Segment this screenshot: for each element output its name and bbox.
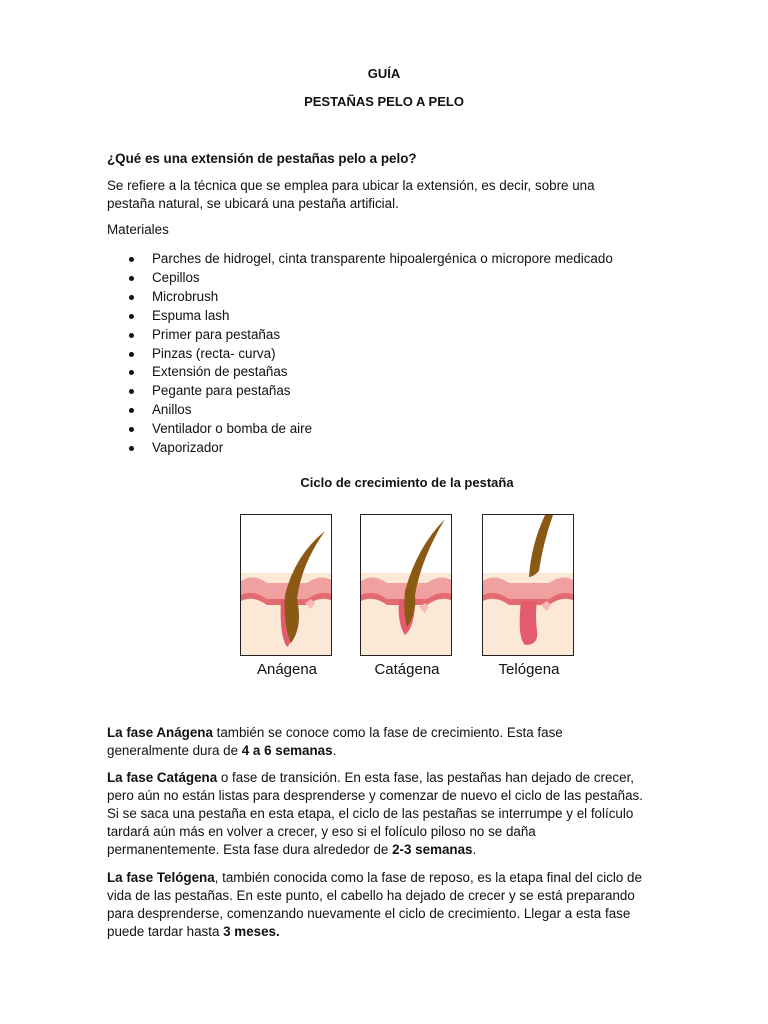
intro-paragraph xyxy=(107,177,667,213)
bullet-icon xyxy=(129,257,134,262)
paragraph-line: para desprenderse, comenzando nuevamente el ciclo de crecimiento. Llegar a esta fase xyxy=(107,906,631,921)
telogena-illustration xyxy=(482,514,574,656)
paragraph-catagena xyxy=(107,769,667,859)
bullet-icon xyxy=(129,427,134,432)
bullet-icon xyxy=(129,314,134,319)
list-item: Primer para pestañas xyxy=(107,326,667,345)
materials-list xyxy=(107,250,667,458)
bullet-icon xyxy=(129,446,134,451)
bullet-icon xyxy=(129,408,134,413)
list-item: Extensión de pestañas xyxy=(107,363,667,382)
paragraph-line: generalmente dura de 4 a 6 semanas. xyxy=(107,743,337,758)
bullet-icon xyxy=(129,276,134,281)
document-title: GUÍA xyxy=(367,66,401,81)
paragraph-line: La fase Anágena también se conoce como la fase de crecimiento. Esta fase xyxy=(107,725,563,740)
paragraph-telogena xyxy=(107,869,667,941)
paragraph-line: La fase Catágena o fase de transición. En esta fase, las pestañas han dejado de crecer, xyxy=(107,770,635,785)
telogena-diagram xyxy=(483,515,574,656)
intro-line: Se refiere a la técnica que se emplea para ubicar la extensión, es decir, sobre una xyxy=(107,178,595,193)
paragraph-line: vida de las pestañas. En este punto, el cabello ha dejado de crecer y se está preparando xyxy=(107,888,635,903)
list-item: Cepillos xyxy=(107,269,667,288)
list-item: Pinzas (recta- curva) xyxy=(107,345,667,364)
document-subtitle: PESTAÑAS PELO A PELO xyxy=(304,94,464,109)
paragraph-line: Si se saca una pestaña en esta etapa, el ciclo de las pestañas se interrumpe y el folículo xyxy=(107,806,634,821)
phase-label-anagena: Anágena xyxy=(256,661,318,678)
list-item: Espuma lash xyxy=(107,307,667,326)
phase-label-telogena: Telógena xyxy=(498,661,560,678)
paragraph-line: puede tardar hasta 3 meses. xyxy=(107,924,280,939)
materials-label: Materiales xyxy=(107,222,169,237)
list-item: Vaporizador xyxy=(107,439,667,458)
paragraph-line: pero aún no están listas para desprenderse y comenzar de nuevo el ciclo de las pestañas. xyxy=(107,788,643,803)
bullet-icon xyxy=(129,333,134,338)
paragraph-anagena xyxy=(107,724,667,760)
paragraph-line: tardará aún más en volver a crecer, y eso si el folículo piloso no se daña xyxy=(107,824,536,839)
cycle-title: Ciclo de crecimiento de la pestaña xyxy=(300,475,514,490)
bullet-icon xyxy=(129,389,134,394)
anagena-illustration xyxy=(240,514,332,656)
paragraph-line: permanentemente. Esta fase dura alrededor de 2-3 semanas. xyxy=(107,842,477,857)
bullet-icon xyxy=(129,295,134,300)
list-item: Pegante para pestañas xyxy=(107,382,667,401)
section-question: ¿Qué es una extensión de pestañas pelo a pelo? xyxy=(107,151,417,166)
list-item: Ventilador o bomba de aire xyxy=(107,420,667,439)
list-item: Parches de hidrogel, cinta transparente hipoalergénica o micropore medicado xyxy=(107,250,667,269)
catagena-illustration xyxy=(360,514,452,656)
phase-label-catagena: Catágena xyxy=(374,661,440,678)
paragraph-line: La fase Telógena, también conocida como la fase de reposo, es la etapa final del ciclo de xyxy=(107,870,642,885)
catagena-diagram xyxy=(361,515,452,656)
list-item: Anillos xyxy=(107,401,667,420)
bullet-icon xyxy=(129,352,134,357)
anagena-diagram xyxy=(241,515,332,656)
bullet-icon xyxy=(129,370,134,375)
intro-line: pestaña natural, se ubicará una pestaña artificial. xyxy=(107,196,399,211)
list-item: Microbrush xyxy=(107,288,667,307)
